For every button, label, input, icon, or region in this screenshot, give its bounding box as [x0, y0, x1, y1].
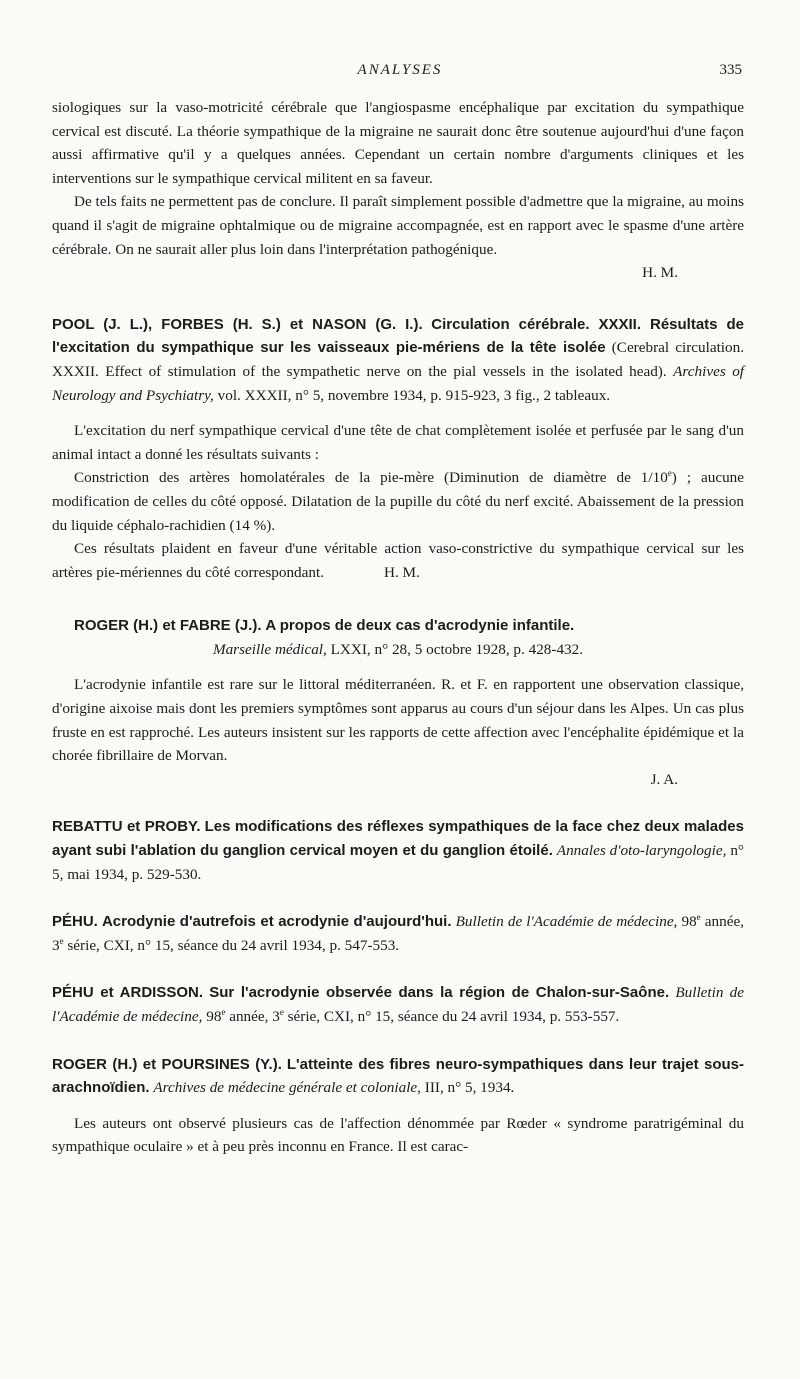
entry-title: Acrodynie d'autrefois et acrodynie d'aujourd'hui. — [101, 913, 452, 931]
intro-signature-line — [52, 261, 744, 285]
entry-authors: ROGER (H.) et POURSINES (Y.). — [52, 1055, 282, 1073]
page-number: 335 — [719, 62, 742, 78]
article-body — [52, 96, 744, 1159]
intro-paragraph-1: siologiques sur la vaso-motricité cérébrale que l'angiospasme encéphalique par excitation du sympathique cervical est discuté. La théorie sympathique de la migraine ne saurait donc être soutenue aujourd'hui d'une façon aussi affirmative qu'il y a quelques années. Cependant un certain nombre d'arguments cliniques et les interventions sur le sympathique cervical militent en sa faveur. — [52, 99, 744, 187]
entry-paragraph: Les auteurs ont observé plusieurs cas de l'affection dénommée par Rœder « syndrome paratrigéminal du sympathique oculaire » et à peu près inconnu en France. Il est carac- — [52, 1114, 744, 1156]
intro-paragraph-2: De tels faits ne permettent pas de conclure. Il paraît simplement possible d'admettre que la migraine, au moins quand il s'agit de migraine ophtalmique ou de migraine accompagnée, est en rapport avec le spasme d'une artère cérébrale. On ne saurait aller plus loin dans l'interprétation pathogénique. — [52, 193, 744, 258]
entry-reference: III, n° 5, 1934. — [424, 1079, 515, 1097]
entry-journal: Bulletin de l'Académie de médecine, — [52, 984, 745, 1025]
entry-journal: Archives of Neurology and Psychiatry, — [52, 362, 745, 404]
entry-reference-line — [52, 638, 744, 662]
running-title: ANALYSES — [357, 62, 443, 78]
entry-journal: Archives de médecine générale et coloniale, — [153, 1079, 421, 1097]
running-head — [0, 62, 800, 84]
entry-reference: 98e année, 3e série, CXI, n° 15, séance du 24 avril 1934, p. 547-553. — [52, 912, 744, 954]
entry-paragraph: L'excitation du nerf sympathique cervical d'une tête de chat complètement isolée et perfusée par le sang d'un animal intact a donné les résultats suivants : — [52, 422, 744, 463]
entry-reference: LXXI, n° 28, 5 octobre 1928, p. 428-432. — [330, 640, 584, 658]
entry-heading-rebattu — [52, 815, 744, 886]
entry-title: Circulation cérébrale. XXXII. Résultats de l'excitation du sympathique sur les vaisseaux pie-mériens de la tête isolée — [52, 315, 745, 357]
entry-translation: (Cerebral circulation. XXXII. Effect of stimulation of the sympathetic nerve on the pial vessels in the isolated head). — [52, 339, 745, 380]
entry-reference: 98e année, 3e série, CXI, n° 15, séance du 24 avril 1934, p. 553-557. — [206, 1006, 620, 1025]
entry-authors: REBATTU et PROBY. — [52, 818, 201, 836]
entry-reference: vol. XXXII, n° 5, novembre 1934, p. 915-923, 3 fig., 2 tableaux. — [217, 386, 611, 404]
entry-signature-line — [52, 768, 744, 792]
signature: J. A. — [650, 770, 678, 788]
entry-journal: Marseille médical, — [212, 640, 327, 658]
entry-heading-pool — [52, 313, 744, 407]
entry-title: Sur l'acrodynie observée dans la région de Chalon-sur-Saône. — [209, 984, 670, 1002]
signature: H. M. — [384, 563, 420, 581]
entry-heading-pehu — [52, 910, 744, 957]
entry-authors: ROGER (H.) et FABRE (J.). — [74, 617, 262, 635]
entry-title: Les modifications des réflexes sympathiques de la face chez deux malades ayant subi l'ablation du ganglion cervical moyen et du ganglion étoilé. — [52, 818, 744, 860]
entry-heading-roger-poursines — [52, 1053, 744, 1100]
entry-paragraph: L'acrodynie infantile est rare sur le littoral méditerranéen. R. et F. en rapportent une observation classique, d'origine aixoise mais dont les premiers symptômes sont apparus au cours d'un séjour dans les Alpes. Un cas plus fruste en est rapproché. Les auteurs insistent sur les rapports de cette affection avec l'encéphalite épidémique et la chorée fibrillaire de Morvan. — [52, 676, 744, 765]
entry-heading-pehu-ardisson — [52, 981, 744, 1028]
entry-title: A propos de deux cas d'acrodynie infantile. — [265, 617, 575, 635]
entry-paragraph: Constriction des artères homolatérales de la pie-mère (Diminution de diamètre de 1/10e) ; aucune modification de celles du côté opposé. Dilatation de la pupille du côté du nerf excité. Abaissement de la pression du liquide céphalo-rachidien (14 %). — [52, 468, 745, 534]
entry-authors: POOL (J. L.), FORBES (H. S.) et NASON (G. I.). — [52, 315, 423, 333]
entry-heading-roger-fabre — [52, 614, 744, 638]
entry-journal: Annales d'oto-laryngologie, — [556, 842, 727, 860]
entry-journal: Bulletin de l'Académie de médecine, — [455, 913, 678, 931]
entry-reference: n° 5, mai 1934, p. 529-530. — [52, 842, 744, 883]
signature: H. M. — [642, 264, 678, 282]
entry-paragraph: Ces résultats plaident en faveur d'une véritable action vaso-constrictive du sympathique cervical sur les artères pie-mériennes du côté correspondant. H. M. — [52, 540, 744, 581]
entry-authors: PÉHU et ARDISSON. — [52, 984, 203, 1002]
entry-title: L'atteinte des fibres neuro-sympathiques dans leur trajet sous-arachnoïdien. — [52, 1055, 745, 1097]
entry-authors: PÉHU. — [52, 913, 98, 931]
